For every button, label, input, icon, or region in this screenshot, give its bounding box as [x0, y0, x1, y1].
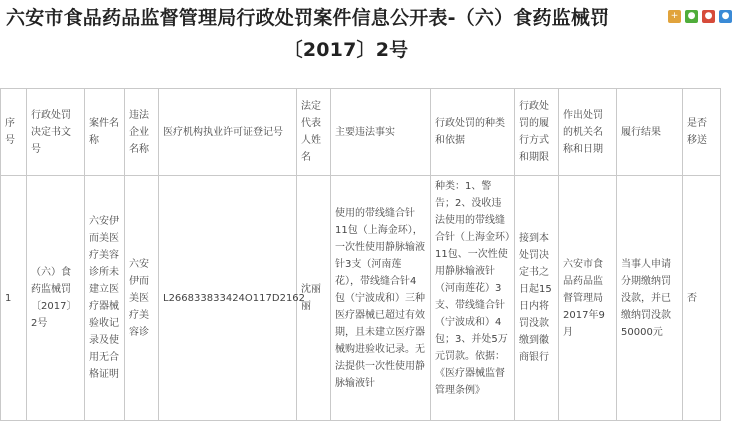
cell-doc-number: （六）食药监械罚〔2017〕2号: [27, 176, 85, 421]
header-authority: 作出处罚的机关名称和日期: [559, 89, 617, 176]
cell-facts: 使用的带线缝合针11包（上海金环），一次性使用静脉输液针3支（河南莲花），带线缝合针4包（宁波成和）三种医疗器械已超过有效期，且未建立医疗器械购进验收记录。无法提供一次性使用静脉输液针: [331, 176, 431, 421]
weibo-icon[interactable]: ●: [702, 10, 715, 23]
share-toolbar: [668, 10, 732, 23]
penalty-table: [0, 88, 721, 421]
page-title: [6, 2, 646, 66]
wechat-icon[interactable]: ●: [685, 10, 698, 23]
header-result: 履行结果: [617, 89, 683, 176]
table-row: [1, 176, 721, 421]
header-penalty: 行政处罚的种类和依据: [431, 89, 515, 176]
header-transfer: 是否移送: [683, 89, 721, 176]
title-line-1: 六安市食品药品监督管理局行政处罚案件信息公开表-（六）食药监械罚: [6, 7, 610, 29]
header-method: 行政处罚的履行方式和期限: [515, 89, 559, 176]
header-legal-rep: 法定代表人姓名: [297, 89, 331, 176]
title-line-2: 〔2017〕2号: [283, 39, 409, 61]
cell-result: 当事人申请分期缴纳罚没款，并已缴纳罚没款50000元: [617, 176, 683, 421]
cell-index: 1: [1, 176, 27, 421]
table-header-row: [1, 89, 721, 176]
cell-license-no: L266833833424O117D2162: [159, 176, 297, 421]
header-doc-number: 行政处罚决定书文号: [27, 89, 85, 176]
header-index: 序号: [1, 89, 27, 176]
header-company: 违法企业名称: [125, 89, 159, 176]
header-license-no: 医疗机构执业许可证登记号: [159, 89, 297, 176]
header-facts: 主要违法事实: [331, 89, 431, 176]
cell-authority: 六安市食品药品监督管理局2017年9月: [559, 176, 617, 421]
header-case-name: 案件名称: [85, 89, 125, 176]
cell-method: 接到本处罚决定书之日起15日内将罚没款缴到徽商银行: [515, 176, 559, 421]
cell-penalty: 种类：1、警告；2、没收违法使用的带线缝合针（上海金环）11包、一次性使用静脉输液针（河南莲花）3支、带线缝合针（宁波成和）4包；3、并处5万元罚款。依据：《医疗器械监督管理条例》: [431, 176, 515, 421]
cell-transfer: 否: [683, 176, 721, 421]
qq-icon[interactable]: ●: [719, 10, 732, 23]
plus-icon[interactable]: +: [668, 10, 681, 23]
cell-company: 六安伊而美医疗美容诊: [125, 176, 159, 421]
cell-case-name: 六安伊而美医疗美容诊所未建立医疗器械验收记录及使用无合格证明: [85, 176, 125, 421]
cell-legal-rep: 沈丽丽: [297, 176, 331, 421]
